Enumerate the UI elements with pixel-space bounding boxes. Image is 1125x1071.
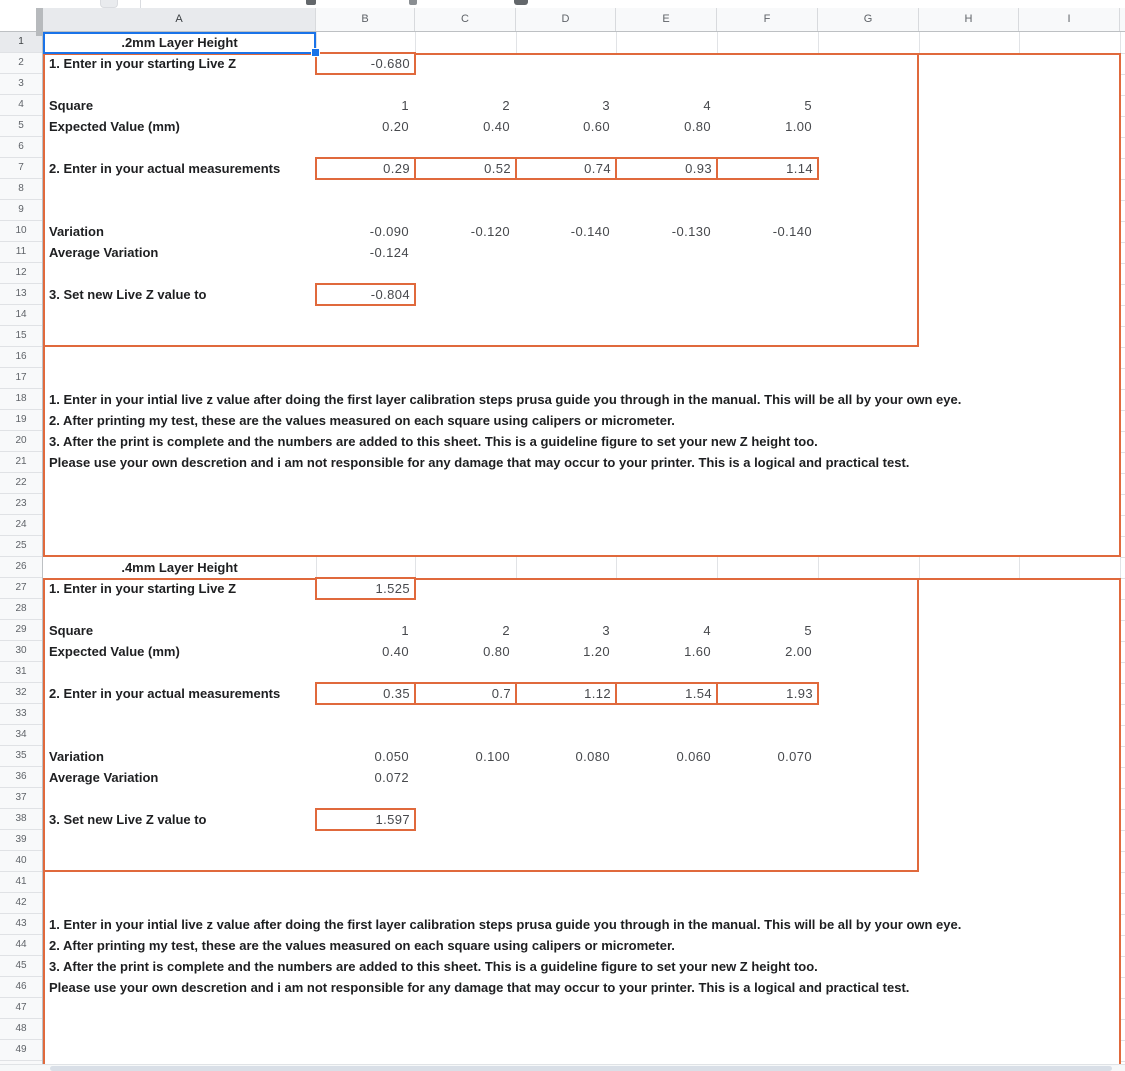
- section2-variation-label[interactable]: Variation: [49, 749, 104, 764]
- selection-fill-handle[interactable]: [311, 48, 320, 57]
- toolbar-fragment-icon: [100, 0, 118, 8]
- gridline-stub: [1121, 74, 1125, 75]
- section1-measurement-input-5-value: 1.14: [786, 161, 813, 176]
- section1-average-variation-label[interactable]: Average Variation: [49, 245, 159, 260]
- row-header-19[interactable]: 19: [0, 410, 42, 431]
- section1-average-variation-value[interactable]: -0.124: [369, 245, 409, 260]
- section1-square-2[interactable]: 2: [502, 98, 510, 113]
- row-header-24[interactable]: 24: [0, 515, 42, 536]
- section2-new-live-z-value-value: 1.597: [375, 812, 410, 827]
- section1-square-label[interactable]: Square: [49, 98, 94, 113]
- row-header-40[interactable]: 40: [0, 851, 42, 872]
- row-header-16[interactable]: 16: [0, 347, 42, 368]
- section2-square-2[interactable]: 2: [502, 623, 510, 638]
- gridline-stub: [1121, 788, 1125, 789]
- gridline-stub: [1121, 158, 1125, 159]
- section2-expected-2[interactable]: 0.80: [483, 644, 510, 659]
- gridline-stub: [1121, 452, 1125, 453]
- column-headers: [43, 8, 1125, 32]
- row-header-9[interactable]: 9: [0, 200, 42, 221]
- section1-measurement-input-1-value: 0.29: [383, 161, 410, 176]
- row-header-30[interactable]: 30: [0, 641, 42, 662]
- row-header-27[interactable]: 27: [0, 578, 42, 599]
- gridline-stub: [1121, 179, 1125, 180]
- section2-square-1[interactable]: 1: [401, 623, 409, 638]
- section1-measurement-input-4-value: 0.93: [685, 161, 712, 176]
- section1-expected-5[interactable]: 1.00: [785, 119, 812, 134]
- section2-variation-4[interactable]: 0.060: [676, 749, 711, 764]
- gridline-stub: [1121, 1040, 1125, 1041]
- row-header-25[interactable]: 25: [0, 536, 42, 557]
- gridline-stub: [1121, 809, 1125, 810]
- section1-measurement-input-3[interactable]: [515, 157, 617, 180]
- section2-measurement-input-5[interactable]: [716, 682, 819, 705]
- row-header-4[interactable]: 4: [0, 95, 42, 116]
- gridline: [717, 557, 718, 578]
- section2-measurement-input-4[interactable]: [615, 682, 718, 705]
- gridline-stub: [1121, 662, 1125, 663]
- section1-measurement-input-3-value: 0.74: [584, 161, 611, 176]
- section2-measurement-input-2[interactable]: [414, 682, 517, 705]
- gridline-stub: [1121, 557, 1125, 558]
- gridline-stub: [1121, 725, 1125, 726]
- section2-measurement-input-1[interactable]: [315, 682, 416, 705]
- row-header-2[interactable]: 2: [0, 53, 42, 74]
- section2-starting-live-z-input[interactable]: [315, 577, 416, 600]
- row-header-17[interactable]: 17: [0, 368, 42, 389]
- gridline: [919, 557, 920, 578]
- row-header-34[interactable]: 34: [0, 725, 42, 746]
- toolbar-fragment-glyph: [409, 0, 417, 5]
- gridline: [1120, 557, 1121, 578]
- row-header-44[interactable]: 44: [0, 935, 42, 956]
- row-header-35[interactable]: 35: [0, 746, 42, 767]
- section1-variation-5[interactable]: -0.140: [772, 224, 812, 239]
- column-header-A[interactable]: A: [43, 8, 316, 31]
- selection-box: [43, 32, 316, 54]
- row-header-15[interactable]: 15: [0, 326, 42, 347]
- corner-resize-handle[interactable]: [36, 8, 43, 36]
- gridline: [1019, 557, 1020, 578]
- row-header-32[interactable]: 32: [0, 683, 42, 704]
- row-header-36[interactable]: 36: [0, 767, 42, 788]
- row-header-10[interactable]: 10: [0, 221, 42, 242]
- row-header-3[interactable]: 3: [0, 74, 42, 95]
- row-header-5[interactable]: 5: [0, 116, 42, 137]
- gridline-stub: [1121, 200, 1125, 201]
- section1-variation-3[interactable]: -0.140: [570, 224, 610, 239]
- row-header-29[interactable]: 29: [0, 620, 42, 641]
- gridline: [1120, 32, 1121, 53]
- row-header-11[interactable]: 11: [0, 242, 42, 263]
- row-header-33[interactable]: 33: [0, 704, 42, 725]
- gridline-stub: [1121, 704, 1125, 705]
- gridline: [1019, 32, 1020, 53]
- row-header-6[interactable]: 6: [0, 137, 42, 158]
- section1-note-line-4[interactable]: Please use your own descretion and i am not responsible for any damage that may occur to your printer. This is a logical and practical test.: [49, 455, 910, 470]
- section2-new-live-z-value[interactable]: [315, 808, 416, 831]
- row-header-7[interactable]: 7: [0, 158, 42, 179]
- section1-starting-live-z-input-value: -0.680: [370, 56, 410, 71]
- section2-expected-3[interactable]: 1.20: [583, 644, 610, 659]
- gridline-stub: [1121, 494, 1125, 495]
- row-header-45[interactable]: 45: [0, 956, 42, 977]
- gridline-stub: [1121, 1019, 1125, 1020]
- gridline-stub: [1121, 935, 1125, 936]
- gridline: [516, 557, 517, 578]
- gridline-stub: [1121, 137, 1125, 138]
- section1-variation-1[interactable]: -0.090: [369, 224, 409, 239]
- section1-square-4[interactable]: 4: [703, 98, 711, 113]
- section1-starting-live-z-label[interactable]: 1. Enter in your starting Live Z: [49, 56, 237, 71]
- gridline-stub: [1121, 326, 1125, 327]
- section2-measurement-input-4-value: 1.54: [685, 686, 712, 701]
- column-header-D[interactable]: D: [516, 8, 616, 31]
- row-header-38[interactable]: 38: [0, 809, 42, 830]
- section2-average-variation-label[interactable]: Average Variation: [49, 770, 159, 785]
- row-header-43[interactable]: 43: [0, 914, 42, 935]
- gridline: [415, 32, 416, 53]
- gridline-stub: [1121, 515, 1125, 516]
- gridline-stub: [1121, 683, 1125, 684]
- column-header-H[interactable]: H: [919, 8, 1019, 31]
- section2-expected-1[interactable]: 0.40: [382, 644, 409, 659]
- section2-note-line-2[interactable]: 2. After printing my test, these are the values measured on each square using calipers or micrometer.: [49, 938, 675, 953]
- toolbar-fragment-glyph: [514, 0, 528, 5]
- gridline-stub: [1121, 599, 1125, 600]
- section2-note-line-1[interactable]: 1. Enter in your intial live z value after doing the first layer calibration steps prusa guide you through in the manual. This will be all by your own eye.: [49, 917, 962, 932]
- section2-expected-5[interactable]: 2.00: [785, 644, 812, 659]
- row-header-12[interactable]: 12: [0, 263, 42, 284]
- gridline-stub: [1121, 221, 1125, 222]
- section2-square-5[interactable]: 5: [804, 623, 812, 638]
- column-header-G[interactable]: G: [818, 8, 919, 31]
- section1-new-live-z-label[interactable]: 3. Set new Live Z value to: [49, 287, 207, 302]
- section2-variation-5[interactable]: 0.070: [777, 749, 812, 764]
- gridline: [717, 32, 718, 53]
- section2-note-line-3[interactable]: 3. After the print is complete and the numbers are added to this sheet. This is a guideline figure to set your new Z height too.: [49, 959, 818, 974]
- section2-average-variation-value[interactable]: 0.072: [374, 770, 409, 785]
- section2-title[interactable]: .4mm Layer Height: [121, 560, 238, 575]
- row-header-28[interactable]: 28: [0, 599, 42, 620]
- gridline-stub: [1121, 830, 1125, 831]
- section2-starting-live-z-label[interactable]: 1. Enter in your starting Live Z: [49, 581, 237, 596]
- horizontal-scrollbar-thumb[interactable]: [50, 1066, 1112, 1071]
- gridline-stub: [1121, 872, 1125, 873]
- gridline-stub: [1121, 851, 1125, 852]
- row-header-49[interactable]: 49: [0, 1040, 42, 1061]
- section1-square-3[interactable]: 3: [602, 98, 610, 113]
- gridline-stub: [1121, 1061, 1125, 1062]
- gridline-stub: [1121, 284, 1125, 285]
- gridline-stub: [1121, 368, 1125, 369]
- column-header-E[interactable]: E: [616, 8, 717, 31]
- section2-expected-4[interactable]: 1.60: [684, 644, 711, 659]
- row-header-41[interactable]: 41: [0, 872, 42, 893]
- section1-note-line-1[interactable]: 1. Enter in your intial live z value after doing the first layer calibration steps prusa guide you through in the manual. This will be all by your own eye.: [49, 392, 962, 407]
- column-header-C[interactable]: C: [415, 8, 516, 31]
- gridline: [818, 557, 819, 578]
- row-header-14[interactable]: 14: [0, 305, 42, 326]
- section1-variation-4[interactable]: -0.130: [671, 224, 711, 239]
- section1-expected-3[interactable]: 0.60: [583, 119, 610, 134]
- row-header-22[interactable]: 22: [0, 473, 42, 494]
- gridline-stub: [1121, 347, 1125, 348]
- gridline-stub: [1121, 389, 1125, 390]
- section1-expected-label[interactable]: Expected Value (mm): [49, 119, 180, 134]
- row-header-13[interactable]: 13: [0, 284, 42, 305]
- section1-measurement-input-5[interactable]: [716, 157, 819, 180]
- section1-new-live-z-value[interactable]: [315, 283, 416, 306]
- column-header-B[interactable]: B: [316, 8, 415, 31]
- gridline-stub: [1121, 95, 1125, 96]
- gridline-stub: [1121, 473, 1125, 474]
- toolbar-fragment-glyph: [306, 0, 316, 5]
- gridline-stub: [1121, 242, 1125, 243]
- section1-variation-label[interactable]: Variation: [49, 224, 104, 239]
- gridline-stub: [1121, 53, 1125, 54]
- section2-measurement-input-5-value: 1.93: [786, 686, 813, 701]
- toolbar-cropped-strip: [0, 0, 1125, 8]
- gridline: [919, 32, 920, 53]
- gridline: [616, 32, 617, 53]
- section2-expected-label[interactable]: Expected Value (mm): [49, 644, 180, 659]
- row-header-31[interactable]: 31: [0, 662, 42, 683]
- section1-note-line-2[interactable]: 2. After printing my test, these are the values measured on each square using calipers or micrometer.: [49, 413, 675, 428]
- gridline-stub: [1121, 263, 1125, 264]
- section2-measurement-input-2-value: 0.7: [491, 686, 511, 701]
- gridline-stub: [1121, 620, 1125, 621]
- section1-measurement-input-4[interactable]: [615, 157, 718, 180]
- gridline-stub: [1121, 977, 1125, 978]
- gridline: [415, 557, 416, 578]
- section2-square-3[interactable]: 3: [602, 623, 610, 638]
- gridline-stub: [1121, 431, 1125, 432]
- row-header-1[interactable]: 1: [0, 32, 42, 53]
- section2-variation-1[interactable]: 0.050: [374, 749, 409, 764]
- section1-title[interactable]: .2mm Layer Height: [121, 35, 238, 50]
- gridline-stub: [1121, 116, 1125, 117]
- section2-measurement-input-1-value: 0.35: [383, 686, 410, 701]
- row-header-18[interactable]: 18: [0, 389, 42, 410]
- section2-square-label[interactable]: Square: [49, 623, 94, 638]
- row-header-39[interactable]: 39: [0, 830, 42, 851]
- section2-new-live-z-label[interactable]: 3. Set new Live Z value to: [49, 812, 207, 827]
- section1-variation-2[interactable]: -0.120: [470, 224, 510, 239]
- gridline-stub: [1121, 641, 1125, 642]
- section1-expected-4[interactable]: 0.80: [684, 119, 711, 134]
- row-header-47[interactable]: 47: [0, 998, 42, 1019]
- gridline-stub: [1121, 914, 1125, 915]
- section2-measurement-input-3-value: 1.12: [584, 686, 611, 701]
- gridline: [818, 32, 819, 53]
- row-header-21[interactable]: 21: [0, 452, 42, 473]
- section1-note-line-3[interactable]: 3. After the print is complete and the numbers are added to this sheet. This is a guideline figure to set your new Z height too.: [49, 434, 818, 449]
- toolbar-fragment-divider: [140, 0, 141, 8]
- section1-square-5[interactable]: 5: [804, 98, 812, 113]
- section1-measurement-input-2-value: 0.52: [484, 161, 511, 176]
- section2-note-line-4[interactable]: Please use your own descretion and i am not responsible for any damage that may occur to your printer. This is a logical and practical test.: [49, 980, 910, 995]
- section2-starting-live-z-input-value: 1.525: [375, 581, 410, 596]
- row-header-37[interactable]: 37: [0, 788, 42, 809]
- gridline-stub: [1121, 410, 1125, 411]
- row-header-42[interactable]: 42: [0, 893, 42, 914]
- section1-expected-1[interactable]: 0.20: [382, 119, 409, 134]
- row-header-26[interactable]: 26: [0, 557, 42, 578]
- gridline-stub: [1121, 767, 1125, 768]
- section1-expected-2[interactable]: 0.40: [483, 119, 510, 134]
- row-header-8[interactable]: 8: [0, 179, 42, 200]
- section1-new-live-z-value-value: -0.804: [370, 287, 410, 302]
- section2-variation-2[interactable]: 0.100: [475, 749, 510, 764]
- horizontal-scrollbar-track: [0, 1064, 1125, 1071]
- gridline: [516, 32, 517, 53]
- row-headers: [0, 32, 43, 1064]
- section1-measurement-input-2[interactable]: [414, 157, 517, 180]
- section1-square-1[interactable]: 1: [401, 98, 409, 113]
- gridline-stub: [1121, 578, 1125, 579]
- section2-square-4[interactable]: 4: [703, 623, 711, 638]
- gridline: [616, 557, 617, 578]
- row-header-46[interactable]: 46: [0, 977, 42, 998]
- section2-measurement-input-3[interactable]: [515, 682, 617, 705]
- section1-starting-live-z-input[interactable]: [315, 52, 416, 75]
- gridline-stub: [1121, 998, 1125, 999]
- column-header-I[interactable]: I: [1019, 8, 1120, 31]
- gridline-stub: [1121, 746, 1125, 747]
- gridline: [316, 557, 317, 578]
- row-header-23[interactable]: 23: [0, 494, 42, 515]
- row-header-48[interactable]: 48: [0, 1019, 42, 1040]
- section1-measurement-input-1[interactable]: [315, 157, 416, 180]
- column-header-F[interactable]: F: [717, 8, 818, 31]
- gridline-stub: [1121, 536, 1125, 537]
- gridline-stub: [1121, 305, 1125, 306]
- gridline-stub: [1121, 956, 1125, 957]
- gridline-stub: [1121, 893, 1125, 894]
- section2-variation-3[interactable]: 0.080: [575, 749, 610, 764]
- row-header-20[interactable]: 20: [0, 431, 42, 452]
- section2-measurements-label[interactable]: 2. Enter in your actual measurements: [49, 686, 281, 701]
- section1-measurements-label[interactable]: 2. Enter in your actual measurements: [49, 161, 281, 176]
